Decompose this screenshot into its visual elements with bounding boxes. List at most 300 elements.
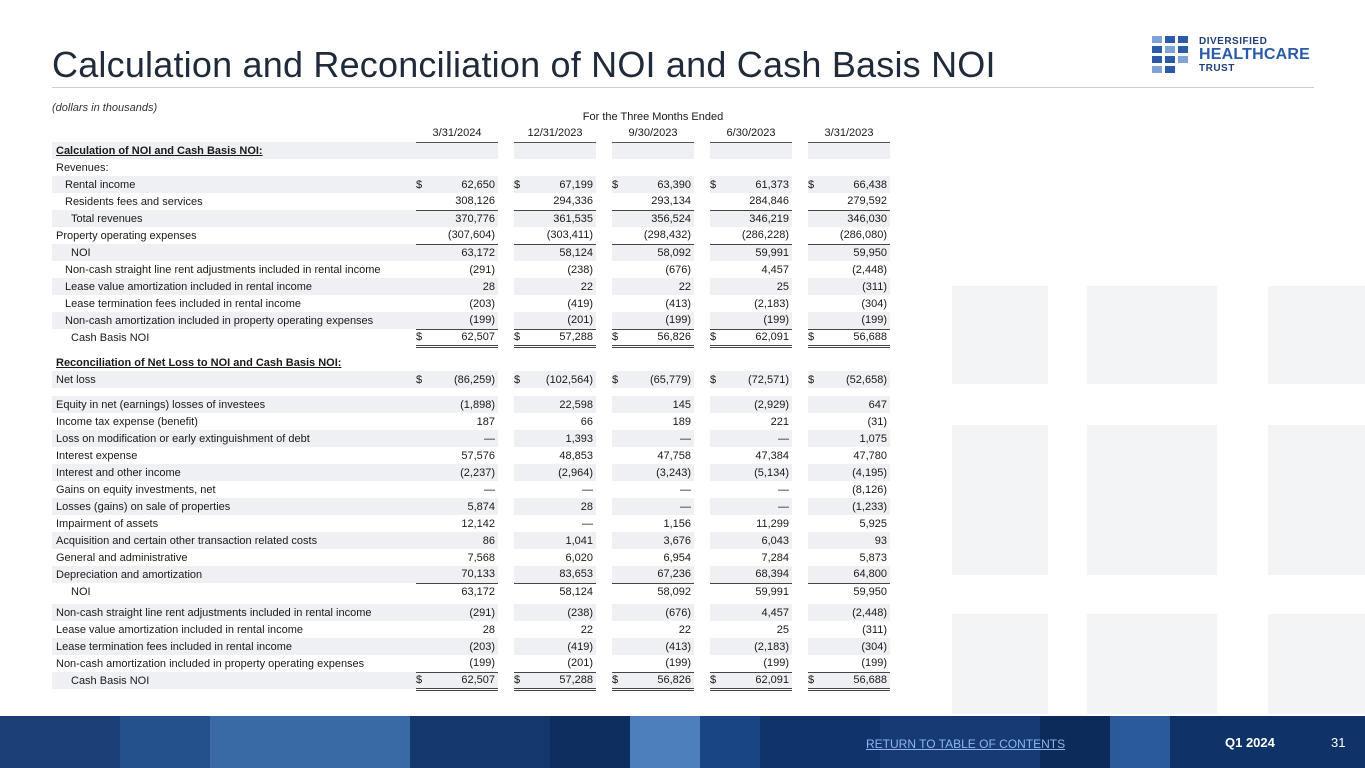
currency-cell — [612, 549, 624, 566]
value-cell: 70,133 — [428, 566, 498, 583]
value-cell: 3,676 — [624, 532, 694, 549]
value-cell: (199) — [428, 655, 498, 672]
currency-cell — [612, 464, 624, 481]
currency-cell: $ — [710, 329, 722, 346]
value-cell — [428, 354, 498, 371]
currency-cell — [416, 142, 428, 159]
currency-cell — [808, 515, 820, 532]
value-cell: 83,653 — [526, 566, 596, 583]
value-cell: 22 — [580, 623, 593, 636]
currency-cell — [416, 244, 428, 261]
bg-square — [1087, 425, 1217, 575]
value-cell: (238) — [567, 263, 593, 276]
currency-cell — [710, 142, 722, 159]
value-cell: — — [624, 498, 694, 515]
value-cell: 370,776 — [428, 210, 498, 227]
value-cell — [526, 354, 596, 371]
value-cell: (307,604) — [428, 227, 498, 244]
value-cell: (413) — [624, 638, 694, 655]
value-cell: 59,950 — [853, 585, 887, 598]
currency-cell — [612, 638, 624, 655]
column-header-row — [52, 125, 890, 142]
currency-cell — [710, 244, 722, 261]
value-cell: 12,142 — [461, 517, 495, 530]
currency-cell — [514, 244, 526, 261]
value-cell: (311) — [820, 278, 890, 295]
table-row — [52, 210, 890, 227]
value-cell: 58,124 — [559, 585, 593, 598]
value-cell: 28 — [428, 278, 498, 295]
row-label: Lease termination fees included in rental income — [65, 297, 302, 310]
row-label: Cash Basis NOI — [71, 331, 150, 344]
value-cell: 58,092 — [624, 244, 694, 261]
value-cell — [526, 142, 596, 159]
currency-cell — [710, 312, 722, 329]
value-cell: 68,394 — [722, 566, 792, 583]
row-label: Acquisition and certain other transaction related costs — [52, 532, 416, 549]
value-cell: (291) — [469, 263, 495, 276]
table-row — [52, 498, 890, 515]
row-label: Non-cash straight line rent adjustments included in rental income — [52, 604, 416, 621]
value-cell: 25 — [722, 278, 792, 295]
value-cell: 93 — [820, 532, 890, 549]
currency-cell — [710, 655, 722, 672]
currency-cell — [416, 413, 428, 430]
currency-cell — [612, 244, 624, 261]
value-cell: 48,853 — [559, 449, 593, 462]
value-cell — [624, 159, 694, 176]
value-cell: 308,126 — [428, 193, 498, 210]
currency-cell: $ — [612, 371, 624, 388]
currency-cell — [808, 159, 820, 176]
section-heading: Calculation of NOI and Cash Basis NOI: — [56, 144, 263, 157]
currency-cell — [514, 312, 526, 329]
value-cell: 284,846 — [722, 193, 792, 210]
currency-cell: $ — [514, 329, 526, 346]
row-label: Property operating expenses — [56, 229, 197, 242]
currency-cell — [514, 210, 526, 227]
spacer-row — [52, 346, 890, 354]
value-cell: 5,874 — [428, 498, 498, 515]
currency-cell — [612, 515, 624, 532]
currency-cell: $ — [514, 371, 526, 388]
row-label: Revenues: — [56, 161, 109, 174]
currency-cell — [612, 396, 624, 413]
currency-cell — [514, 549, 526, 566]
value-cell: 66,438 — [820, 176, 890, 193]
value-cell: (1,898) — [428, 396, 498, 413]
value-cell: 5,925 — [859, 517, 887, 530]
table-row — [52, 312, 890, 329]
table-row — [52, 159, 890, 176]
currency-cell — [710, 354, 722, 371]
currency-cell — [710, 638, 722, 655]
currency-cell: $ — [514, 672, 526, 689]
currency-cell — [416, 227, 428, 244]
value-cell: — — [428, 430, 498, 447]
value-cell: (304) — [820, 638, 890, 655]
value-cell: 22 — [526, 278, 596, 295]
footer-bar — [0, 716, 1365, 768]
row-label: General and administrative — [56, 551, 188, 564]
currency-cell — [710, 604, 722, 621]
value-cell: 25 — [776, 623, 789, 636]
value-cell: 64,800 — [820, 566, 890, 583]
currency-cell — [612, 354, 624, 371]
currency-cell — [416, 549, 428, 566]
value-cell — [428, 159, 498, 176]
table-row — [52, 638, 890, 655]
currency-cell: $ — [612, 176, 624, 193]
value-cell: 59,991 — [755, 585, 789, 598]
noi-reconciliation-table — [52, 108, 890, 691]
currency-cell — [710, 583, 722, 600]
value-cell — [624, 142, 694, 159]
currency-cell — [612, 604, 624, 621]
value-cell: 6,020 — [565, 551, 593, 564]
row-label: Rental income — [52, 176, 416, 193]
row-label: Income tax expense (benefit) — [56, 415, 198, 428]
table-row — [52, 354, 890, 371]
value-cell: 279,592 — [820, 193, 890, 210]
value-cell: — — [680, 483, 691, 496]
table-row — [52, 532, 890, 549]
currency-cell — [808, 396, 820, 413]
row-label: Non-cash amortization included in property operating expenses — [52, 312, 416, 329]
logo-wordmark — [1199, 36, 1310, 74]
currency-cell — [710, 278, 722, 295]
column-header: 9/30/2023 — [612, 125, 694, 142]
currency-cell — [514, 396, 526, 413]
currency-cell — [416, 159, 428, 176]
value-cell: — — [484, 483, 495, 496]
currency-cell — [612, 278, 624, 295]
value-cell: 145 — [624, 396, 694, 413]
table-row — [52, 566, 890, 583]
table-row — [52, 295, 890, 312]
table-row — [52, 464, 890, 481]
value-cell: (2,448) — [852, 263, 887, 276]
table-row — [52, 396, 890, 413]
value-cell: 62,091 — [722, 329, 792, 346]
section-heading: Reconciliation of Net Loss to NOI and Cash Basis NOI: — [56, 356, 342, 369]
value-cell — [820, 142, 890, 159]
row-label: Net loss — [52, 371, 416, 388]
currency-cell — [416, 566, 428, 583]
value-cell: 56,826 — [624, 329, 694, 346]
value-cell: — — [722, 498, 792, 515]
logo-line-1: DIVERSIFIED — [1199, 36, 1268, 47]
row-label: Cash Basis NOI — [52, 672, 416, 689]
value-cell: (2,237) — [428, 464, 498, 481]
currency-cell — [808, 210, 820, 227]
value-cell: 56,688 — [820, 329, 890, 346]
currency-cell — [710, 481, 722, 498]
value-cell: — — [624, 430, 694, 447]
value-cell: 58,124 — [526, 244, 596, 261]
value-cell: (201) — [526, 312, 596, 329]
value-cell: 67,199 — [526, 176, 596, 193]
company-logo — [1152, 36, 1322, 76]
currency-cell — [416, 583, 428, 600]
currency-cell — [808, 638, 820, 655]
currency-cell: $ — [808, 371, 820, 388]
currency-cell — [808, 447, 820, 464]
currency-cell — [416, 515, 428, 532]
currency-cell — [514, 142, 526, 159]
value-cell: (102,564) — [526, 371, 596, 388]
currency-cell — [514, 464, 526, 481]
value-cell: (4,195) — [820, 464, 890, 481]
column-header: 6/30/2023 — [710, 125, 792, 142]
currency-cell — [808, 295, 820, 312]
table-row — [52, 329, 890, 346]
currency-cell — [416, 532, 428, 549]
value-cell: 66 — [580, 415, 593, 428]
row-label: Lease termination fees included in rental income — [52, 638, 416, 655]
column-header: 12/31/2023 — [514, 125, 596, 142]
table-row — [52, 515, 890, 532]
value-cell: 67,236 — [624, 566, 694, 583]
value-cell: (419) — [526, 638, 596, 655]
value-cell: 187 — [476, 415, 495, 428]
value-cell: (199) — [624, 655, 694, 672]
currency-cell — [612, 210, 624, 227]
title-divider — [52, 87, 1314, 88]
value-cell: 57,576 — [461, 449, 495, 462]
value-cell: 647 — [820, 396, 890, 413]
return-to-contents-link[interactable]: RETURN TO TABLE OF CONTENTS — [866, 737, 1066, 751]
row-label: Lease value amortization included in rental income — [56, 623, 304, 636]
bg-square — [1268, 614, 1365, 714]
currency-cell — [416, 354, 428, 371]
units-note: (dollars in thousands) — [52, 102, 158, 114]
currency-cell: $ — [710, 371, 722, 388]
currency-cell — [416, 396, 428, 413]
currency-cell — [514, 621, 526, 638]
value-cell: 56,688 — [820, 672, 890, 689]
currency-cell — [416, 638, 428, 655]
currency-cell — [514, 583, 526, 600]
currency-cell — [808, 142, 820, 159]
value-cell: 47,758 — [657, 449, 691, 462]
currency-cell: $ — [416, 329, 428, 346]
value-cell: 58,092 — [657, 585, 691, 598]
table-row — [52, 549, 890, 566]
currency-cell — [612, 159, 624, 176]
currency-cell — [612, 481, 624, 498]
value-cell: (298,432) — [624, 227, 694, 244]
currency-cell: $ — [710, 672, 722, 689]
currency-cell — [612, 566, 624, 583]
table-row — [52, 244, 890, 261]
row-label: Residents fees and services — [65, 195, 203, 208]
value-cell: (2,448) — [820, 604, 890, 621]
value-cell: (2,964) — [526, 464, 596, 481]
currency-cell — [514, 566, 526, 583]
value-cell: 4,457 — [722, 604, 792, 621]
value-cell: (199) — [820, 655, 890, 672]
value-cell: 22 — [624, 278, 694, 295]
currency-cell: $ — [808, 176, 820, 193]
value-cell: (676) — [665, 263, 691, 276]
currency-cell — [710, 413, 722, 430]
currency-cell — [710, 621, 722, 638]
currency-cell — [612, 655, 624, 672]
column-header: 3/31/2024 — [416, 125, 498, 142]
page-title: Calculation and Reconciliation of NOI and Cash Basis NOI — [52, 44, 996, 85]
currency-cell — [514, 193, 526, 210]
currency-cell — [710, 261, 722, 278]
currency-cell — [808, 227, 820, 244]
value-cell: 7,568 — [467, 551, 495, 564]
currency-cell — [710, 193, 722, 210]
table-row — [52, 413, 890, 430]
currency-cell — [808, 549, 820, 566]
currency-cell — [710, 430, 722, 447]
value-cell: (2,183) — [722, 638, 792, 655]
currency-cell — [612, 227, 624, 244]
currency-cell — [416, 430, 428, 447]
spacer-row — [52, 388, 890, 396]
currency-cell — [514, 159, 526, 176]
table-row — [52, 655, 890, 672]
value-cell: 294,336 — [526, 193, 596, 210]
currency-cell — [416, 621, 428, 638]
currency-cell — [514, 354, 526, 371]
currency-cell — [416, 295, 428, 312]
value-cell — [820, 159, 890, 176]
table-row — [52, 481, 890, 498]
value-cell: 86 — [428, 532, 498, 549]
column-header: 3/31/2023 — [808, 125, 890, 142]
currency-cell — [416, 261, 428, 278]
currency-cell — [514, 655, 526, 672]
value-cell: (86,259) — [428, 371, 498, 388]
currency-cell — [612, 142, 624, 159]
logo-squares-icon — [1152, 36, 1190, 74]
bg-square — [1087, 286, 1217, 384]
currency-cell — [710, 464, 722, 481]
value-cell: 6,954 — [663, 551, 691, 564]
currency-cell — [710, 549, 722, 566]
currency-cell — [416, 193, 428, 210]
value-cell: (203) — [428, 638, 498, 655]
currency-cell — [612, 621, 624, 638]
value-cell: (304) — [861, 297, 887, 310]
logo-line-3: TRUST — [1199, 63, 1235, 74]
row-label — [52, 142, 416, 159]
row-label: Impairment of assets — [56, 517, 159, 530]
currency-cell: $ — [808, 329, 820, 346]
value-cell: 293,134 — [624, 193, 694, 210]
currency-cell — [808, 413, 820, 430]
currency-cell — [612, 312, 624, 329]
currency-cell — [808, 604, 820, 621]
currency-cell: $ — [514, 176, 526, 193]
currency-cell — [808, 464, 820, 481]
value-cell: 57,288 — [526, 329, 596, 346]
value-cell: (199) — [722, 312, 792, 329]
bg-square — [1268, 286, 1365, 384]
row-label: NOI — [71, 585, 91, 598]
quarter-label: Q1 2024 — [1225, 735, 1275, 750]
table-row — [52, 583, 890, 600]
currency-cell — [514, 638, 526, 655]
currency-cell — [710, 295, 722, 312]
table-row — [52, 227, 890, 244]
row-label: Non-cash straight line rent adjustments included in rental income — [65, 263, 381, 276]
bg-square — [1268, 425, 1365, 575]
currency-cell — [612, 447, 624, 464]
currency-cell — [808, 354, 820, 371]
value-cell: 1,156 — [663, 517, 691, 530]
value-cell: 356,524 — [624, 210, 694, 227]
value-cell: 62,507 — [428, 329, 498, 346]
currency-cell: $ — [612, 329, 624, 346]
row-label: Gains on equity investments, net — [56, 483, 216, 496]
value-cell: 63,172 — [428, 244, 498, 261]
currency-cell — [808, 532, 820, 549]
value-cell: (5,134) — [722, 464, 792, 481]
value-cell: 47,780 — [853, 449, 887, 462]
value-cell: (31) — [867, 415, 887, 428]
value-cell — [820, 354, 890, 371]
value-cell — [526, 159, 596, 176]
table-row — [52, 430, 890, 447]
value-cell: 28 — [482, 623, 495, 636]
currency-cell: $ — [416, 371, 428, 388]
value-cell: 62,507 — [428, 672, 498, 689]
currency-cell — [612, 430, 624, 447]
value-cell — [624, 354, 694, 371]
currency-cell — [612, 498, 624, 515]
bg-square — [952, 614, 1048, 714]
currency-cell — [808, 278, 820, 295]
currency-cell — [514, 278, 526, 295]
currency-cell — [808, 583, 820, 600]
currency-cell — [612, 193, 624, 210]
currency-cell — [612, 261, 624, 278]
currency-cell — [416, 447, 428, 464]
currency-cell — [612, 295, 624, 312]
value-cell: (199) — [820, 312, 890, 329]
table-row — [52, 278, 890, 295]
value-cell: (676) — [624, 604, 694, 621]
value-cell: 361,535 — [526, 210, 596, 227]
currency-cell — [808, 566, 820, 583]
row-label: Total revenues — [52, 210, 416, 227]
value-cell: (1,233) — [820, 498, 890, 515]
currency-cell — [808, 193, 820, 210]
value-cell: (311) — [862, 623, 887, 636]
value-cell: (8,126) — [852, 483, 887, 496]
row-label: Lease value amortization included in rental income — [52, 278, 416, 295]
value-cell: 189 — [672, 415, 691, 428]
value-cell: 63,390 — [624, 176, 694, 193]
value-cell: 4,457 — [761, 263, 789, 276]
value-cell: 346,219 — [722, 210, 792, 227]
value-cell: 1,075 — [820, 430, 890, 447]
currency-cell — [808, 261, 820, 278]
value-cell: 47,384 — [755, 449, 789, 462]
value-cell: (291) — [428, 604, 498, 621]
value-cell: (72,571) — [722, 371, 792, 388]
currency-cell — [710, 396, 722, 413]
value-cell: (413) — [665, 297, 691, 310]
currency-cell: $ — [416, 176, 428, 193]
value-cell: (203) — [469, 297, 495, 310]
